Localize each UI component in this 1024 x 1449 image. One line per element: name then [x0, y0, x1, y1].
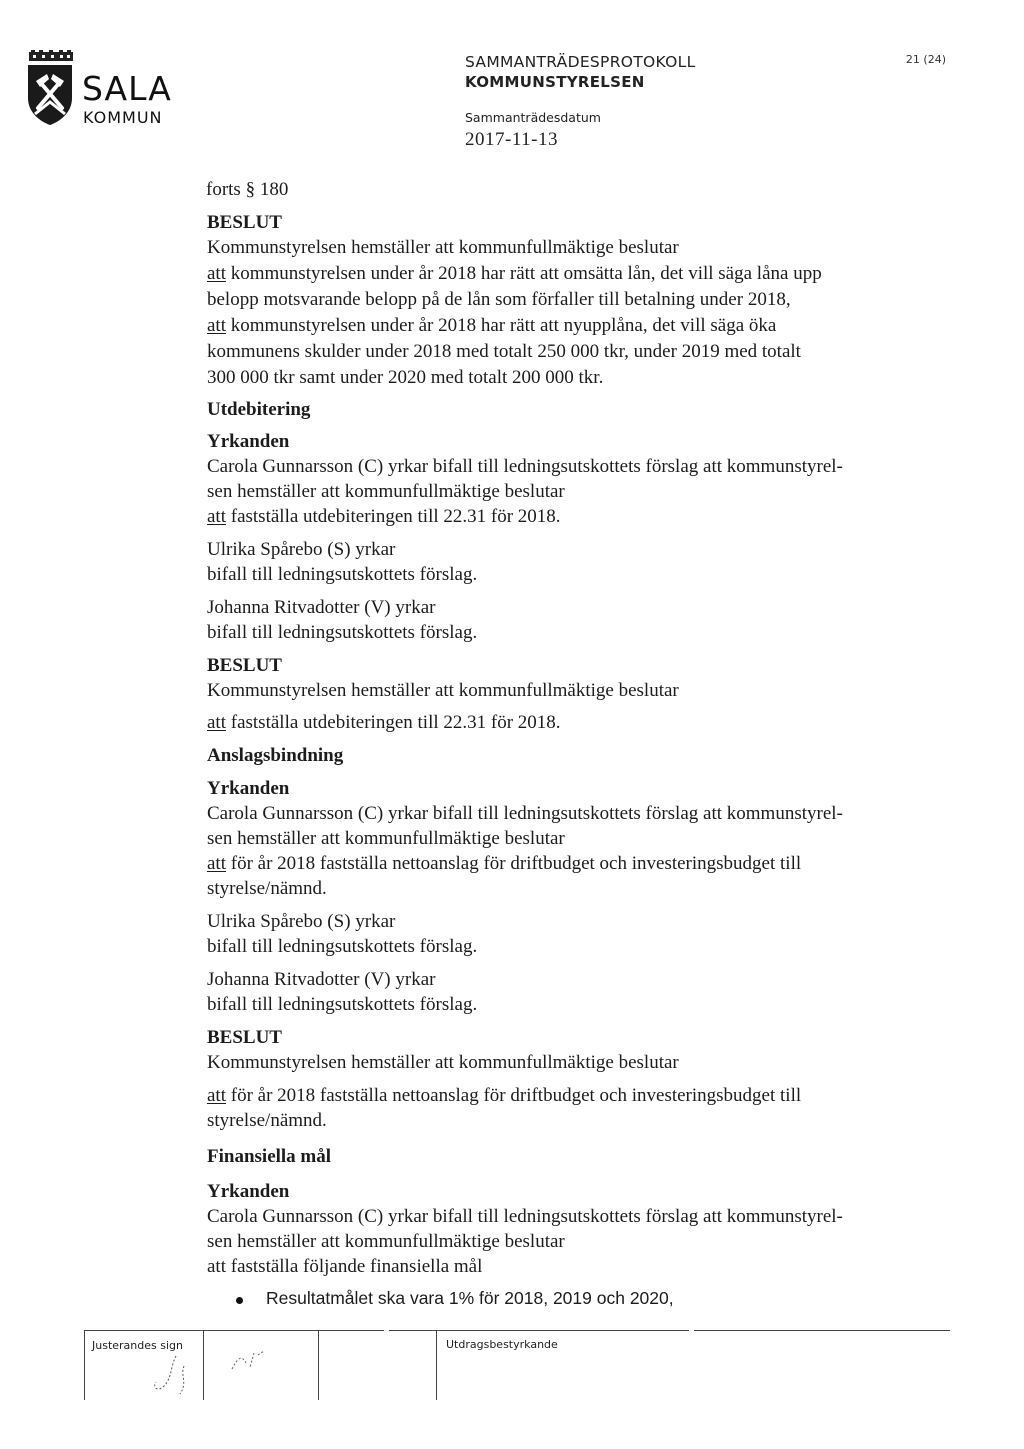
att-keyword: att [207, 1085, 226, 1106]
beslut-line-text: kommunstyrelsen under år 2018 har rätt att nyupplåna, det vill säga öka [226, 315, 777, 336]
bullet-icon [236, 1297, 243, 1304]
beslut-line: styrelse/nämnd. [207, 1110, 327, 1131]
utdebitering-heading: Utdebitering [207, 399, 311, 420]
beslut-line-text: fastställa utdebiteringen till 22.31 för 2018. [226, 712, 561, 733]
logo-subtitle: KOMMUN [83, 108, 163, 127]
yrkande-line: bifall till ledningsutskottets förslag. [207, 622, 478, 643]
yrkande-line-text: fastställa utdebiteringen till 22.31 för 2018. [226, 506, 561, 527]
meeting-date-label: Sammanträdesdatum [465, 110, 601, 125]
yrkande-line: bifall till ledningsutskottets förslag. [207, 936, 478, 957]
shield-icon [27, 64, 73, 126]
yrkande-line: bifall till ledningsutskottets förslag. [207, 564, 478, 585]
yrkande-line: sen hemställer att kommunfullmäktige beslutar [207, 828, 565, 849]
yrkande-line: Carola Gunnarsson (C) yrkar bifall till ledningsutskottets förslag att kommunstyrel- [207, 803, 843, 824]
meeting-date: 2017-11-13 [465, 129, 558, 150]
yrkande-line: Carola Gunnarsson (C) yrkar bifall till ledningsutskottets förslag att kommunstyrel- [207, 456, 843, 477]
beslut-heading: BESLUT [207, 1027, 282, 1048]
beslut-intro: Kommunstyrelsen hemställer att kommunfullmäktige beslutar [207, 237, 679, 258]
yrkande-line: Johanna Ritvadotter (V) yrkar [207, 597, 436, 618]
yrkande-line: Johanna Ritvadotter (V) yrkar [207, 969, 436, 990]
yrkande-line: bifall till ledningsutskottets förslag. [207, 994, 478, 1015]
beslut-line-text: för år 2018 fastställa nettoanslag för driftbudget och investeringsbudget till [226, 1085, 802, 1106]
yrkande-line [207, 851, 801, 877]
beslut-line [207, 1083, 801, 1109]
yrkanden-heading: Yrkanden [207, 431, 290, 452]
beslut-line [207, 313, 776, 339]
crown-icon [29, 50, 73, 62]
signature-scribble [224, 1345, 284, 1375]
beslut-line [207, 710, 561, 736]
beslut-line: kommunens skulder under 2018 med totalt 250 000 tkr, under 2019 med totalt [207, 341, 801, 362]
yrkande-line: sen hemställer att kommunfullmäktige beslutar [207, 481, 565, 502]
yrkande-line: Ulrika Spårebo (S) yrkar [207, 539, 396, 560]
anslagsbindning-heading: Anslagsbindning [207, 745, 344, 766]
organization-name: KOMMUNSTYRELSEN [465, 73, 645, 91]
sala-kommun-logo [27, 50, 217, 125]
signature-scribble [114, 1348, 204, 1400]
beslut-line: Kommunstyrelsen hemställer att kommunfullmäktige beslutar [207, 1052, 679, 1073]
yrkande-line: Ulrika Spårebo (S) yrkar [207, 911, 396, 932]
document-type: SAMMANTRÄDESPROTOKOLL [465, 53, 696, 71]
utdragsbestyrkande-label: Utdragsbestyrkande [446, 1338, 558, 1351]
page-number: 21 (24) [905, 53, 946, 66]
yrkande-line: att fastställa följande finansiella mål [207, 1256, 483, 1277]
att-keyword: att [207, 315, 226, 336]
att-keyword: att [207, 712, 226, 733]
att-keyword: att [207, 506, 226, 527]
beslut-line: Kommunstyrelsen hemställer att kommunfullmäktige beslutar [207, 680, 679, 701]
finansiella-mal-heading: Finansiella mål [207, 1146, 332, 1167]
att-keyword: att [207, 263, 226, 284]
yrkanden-heading: Yrkanden [207, 778, 290, 799]
justerandes-sign-label: Justerandes sign [92, 1339, 183, 1352]
yrkanden-heading: Yrkanden [207, 1181, 290, 1202]
footer-divider [694, 1330, 950, 1331]
yrkande-line-text: för år 2018 fastställa nettoanslag för driftbudget och investeringsbudget till [226, 853, 802, 874]
beslut-line [207, 261, 822, 287]
beslut-line: belopp motsvarande belopp på de lån som förfaller till betalning under 2018, [207, 289, 791, 310]
signature-box-divider [436, 1330, 437, 1400]
beslut-line-text: kommunstyrelsen under år 2018 har rätt att omsätta lån, det vill säga låna upp [226, 263, 822, 284]
signature-box [318, 1330, 437, 1400]
beslut-heading: BESLUT [207, 212, 282, 233]
yrkande-line [207, 504, 561, 530]
yrkande-line: Carola Gunnarsson (C) yrkar bifall till ledningsutskottets förslag att kommunstyrel- [207, 1206, 843, 1227]
bullet-item: Resultatmålet ska vara 1% för 2018, 2019 och 2020, [266, 1288, 674, 1308]
section-continuation: forts § 180 [206, 179, 289, 200]
logo-name: SALA [82, 69, 172, 108]
beslut-heading: BESLUT [207, 655, 282, 676]
yrkande-line: styrelse/nämnd. [207, 878, 327, 899]
footer [84, 1330, 950, 1405]
beslut-line: 300 000 tkr samt under 2020 med totalt 200 000 tkr. [207, 367, 604, 388]
att-keyword: att [207, 853, 226, 874]
yrkande-line: sen hemställer att kommunfullmäktige beslutar [207, 1231, 565, 1252]
